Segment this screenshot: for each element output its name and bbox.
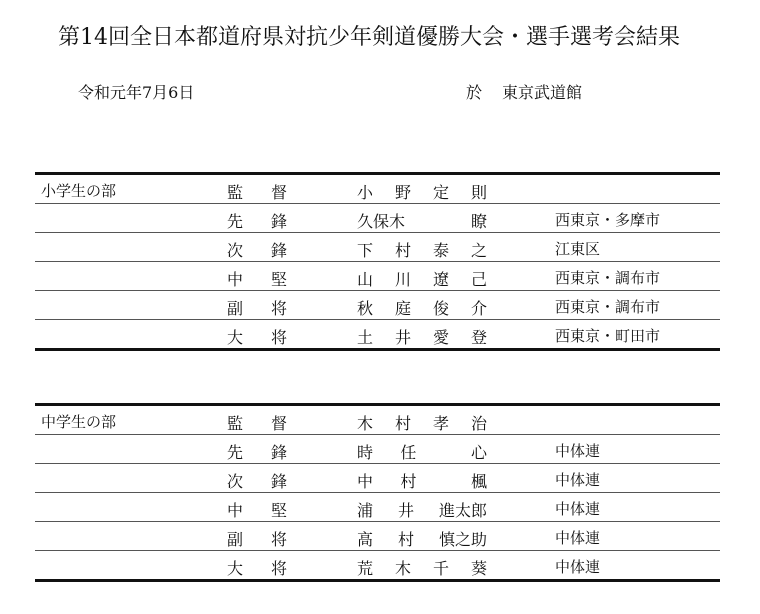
table-row <box>35 233 720 262</box>
affiliation-cell: 中体連 <box>555 558 601 576</box>
position-char: 大 <box>227 328 244 347</box>
name-part: 中 <box>357 472 374 491</box>
name-part: 浦 <box>357 501 374 520</box>
position-char: 鋒 <box>270 212 287 231</box>
position-char: 鋒 <box>270 241 287 260</box>
position-char: 鋒 <box>270 443 287 462</box>
name-part: 俊 <box>432 299 449 318</box>
name-part: 登 <box>470 328 487 347</box>
name-part: 木 <box>357 414 374 433</box>
name-part: 孝 <box>432 414 449 433</box>
name-part: 千 <box>432 559 449 578</box>
affiliation-cell: 西東京・多摩市 <box>555 211 661 229</box>
name-part: 村 <box>397 530 414 549</box>
affiliation-cell: 西東京・町田市 <box>555 327 661 345</box>
position-char: 堅 <box>270 501 287 520</box>
table-row <box>35 320 720 348</box>
affiliation-cell: 中体連 <box>555 500 601 518</box>
name-part: 庭 <box>394 299 411 318</box>
position-char: 堅 <box>270 270 287 289</box>
name-part: 慎之助 <box>438 530 487 549</box>
position-char: 副 <box>227 299 244 318</box>
name-part: 己 <box>470 270 487 289</box>
player-name-cell <box>357 498 487 521</box>
document-title: 第14回全日本都道府県対抗少年剣道優勝大会・選手選考会結果 <box>58 25 680 50</box>
name-part: 下 <box>357 241 374 260</box>
name-part: 心 <box>470 443 487 462</box>
name-part: 井 <box>397 501 414 520</box>
position-char: 中 <box>227 270 244 289</box>
table-row <box>35 493 720 522</box>
name-part: 木 <box>394 559 411 578</box>
position-char: 先 <box>227 443 244 462</box>
position-cell <box>227 267 287 290</box>
position-char: 次 <box>227 472 244 491</box>
position-cell <box>227 411 287 434</box>
player-name-cell <box>357 440 487 463</box>
table-row <box>35 522 720 551</box>
table-row <box>35 204 720 233</box>
affiliation-cell: 中体連 <box>555 529 601 547</box>
name-part: 進太郎 <box>438 501 487 520</box>
name-part: 村 <box>400 472 417 491</box>
name-part: 高 <box>357 530 374 549</box>
name-part: 任 <box>400 443 417 462</box>
name-part: 定 <box>432 183 449 202</box>
position-cell <box>227 440 287 463</box>
table-row <box>35 175 720 204</box>
affiliation-cell: 西東京・調布市 <box>555 269 661 287</box>
name-part: 愛 <box>432 328 449 347</box>
name-part: 野 <box>394 183 411 202</box>
position-cell <box>227 209 287 232</box>
position-char: 将 <box>270 559 287 578</box>
player-name-cell <box>357 325 487 348</box>
name-part: 井 <box>394 328 411 347</box>
position-char: 将 <box>270 328 287 347</box>
position-cell <box>227 296 287 319</box>
name-part: 土 <box>357 328 374 347</box>
affiliation-cell: 西東京・調布市 <box>555 298 661 316</box>
player-name-cell <box>357 180 487 203</box>
player-name-cell <box>357 267 487 290</box>
elementary-section <box>35 172 720 351</box>
player-name-cell <box>357 527 487 550</box>
name-part: 瞭 <box>470 212 487 231</box>
event-venue <box>466 80 582 103</box>
player-name-cell <box>357 209 487 232</box>
player-name-cell <box>357 296 487 319</box>
position-char: 中 <box>227 501 244 520</box>
name-part: 則 <box>470 183 487 202</box>
player-name-cell <box>357 238 487 261</box>
affiliation-cell: 中体連 <box>555 442 601 460</box>
table-bottom-rule <box>35 579 720 582</box>
position-cell <box>227 180 287 203</box>
table-row <box>35 291 720 320</box>
position-char: 鋒 <box>270 472 287 491</box>
player-name-cell <box>357 556 487 579</box>
position-cell <box>227 469 287 492</box>
affiliation-cell: 江東区 <box>555 240 601 258</box>
name-part: 秋 <box>357 299 374 318</box>
position-char: 次 <box>227 241 244 260</box>
name-part: 小 <box>357 183 374 202</box>
table-row <box>35 551 720 579</box>
affiliation-cell: 中体連 <box>555 471 601 489</box>
position-cell <box>227 498 287 521</box>
name-part: 介 <box>470 299 487 318</box>
position-char: 大 <box>227 559 244 578</box>
name-part: 之 <box>470 241 487 260</box>
table-bottom-rule <box>35 348 720 351</box>
player-name-cell <box>357 411 487 434</box>
position-cell <box>227 325 287 348</box>
position-char: 将 <box>270 299 287 318</box>
position-char: 監 <box>227 183 244 202</box>
event-date: 令和元年7月6日 <box>78 83 195 102</box>
section-label: 中学生の部 <box>41 413 117 431</box>
position-cell <box>227 238 287 261</box>
name-part: 治 <box>470 414 487 433</box>
position-char: 督 <box>270 183 287 202</box>
name-part: 久保木 <box>357 212 406 231</box>
name-part: 時 <box>357 443 374 462</box>
section-label: 小学生の部 <box>41 182 117 200</box>
name-part: 村 <box>394 414 411 433</box>
junior-high-section <box>35 403 720 582</box>
position-char: 副 <box>227 530 244 549</box>
table-row <box>35 435 720 464</box>
position-char: 監 <box>227 414 244 433</box>
name-part: 荒 <box>357 559 374 578</box>
position-cell <box>227 556 287 579</box>
name-part: 山 <box>357 270 374 289</box>
position-char: 将 <box>270 530 287 549</box>
name-part: 泰 <box>432 241 449 260</box>
table-row <box>35 464 720 493</box>
name-part: 楓 <box>470 472 487 491</box>
venue-name: 東京武道館 <box>502 83 583 102</box>
position-char: 督 <box>270 414 287 433</box>
table-row <box>35 262 720 291</box>
table-row <box>35 406 720 435</box>
player-name-cell <box>357 469 487 492</box>
name-part: 村 <box>394 241 411 260</box>
name-part: 葵 <box>470 559 487 578</box>
position-char: 先 <box>227 212 244 231</box>
position-cell <box>227 527 287 550</box>
name-part: 遼 <box>432 270 449 289</box>
name-part: 川 <box>394 270 411 289</box>
venue-prefix: 於 <box>466 83 483 102</box>
